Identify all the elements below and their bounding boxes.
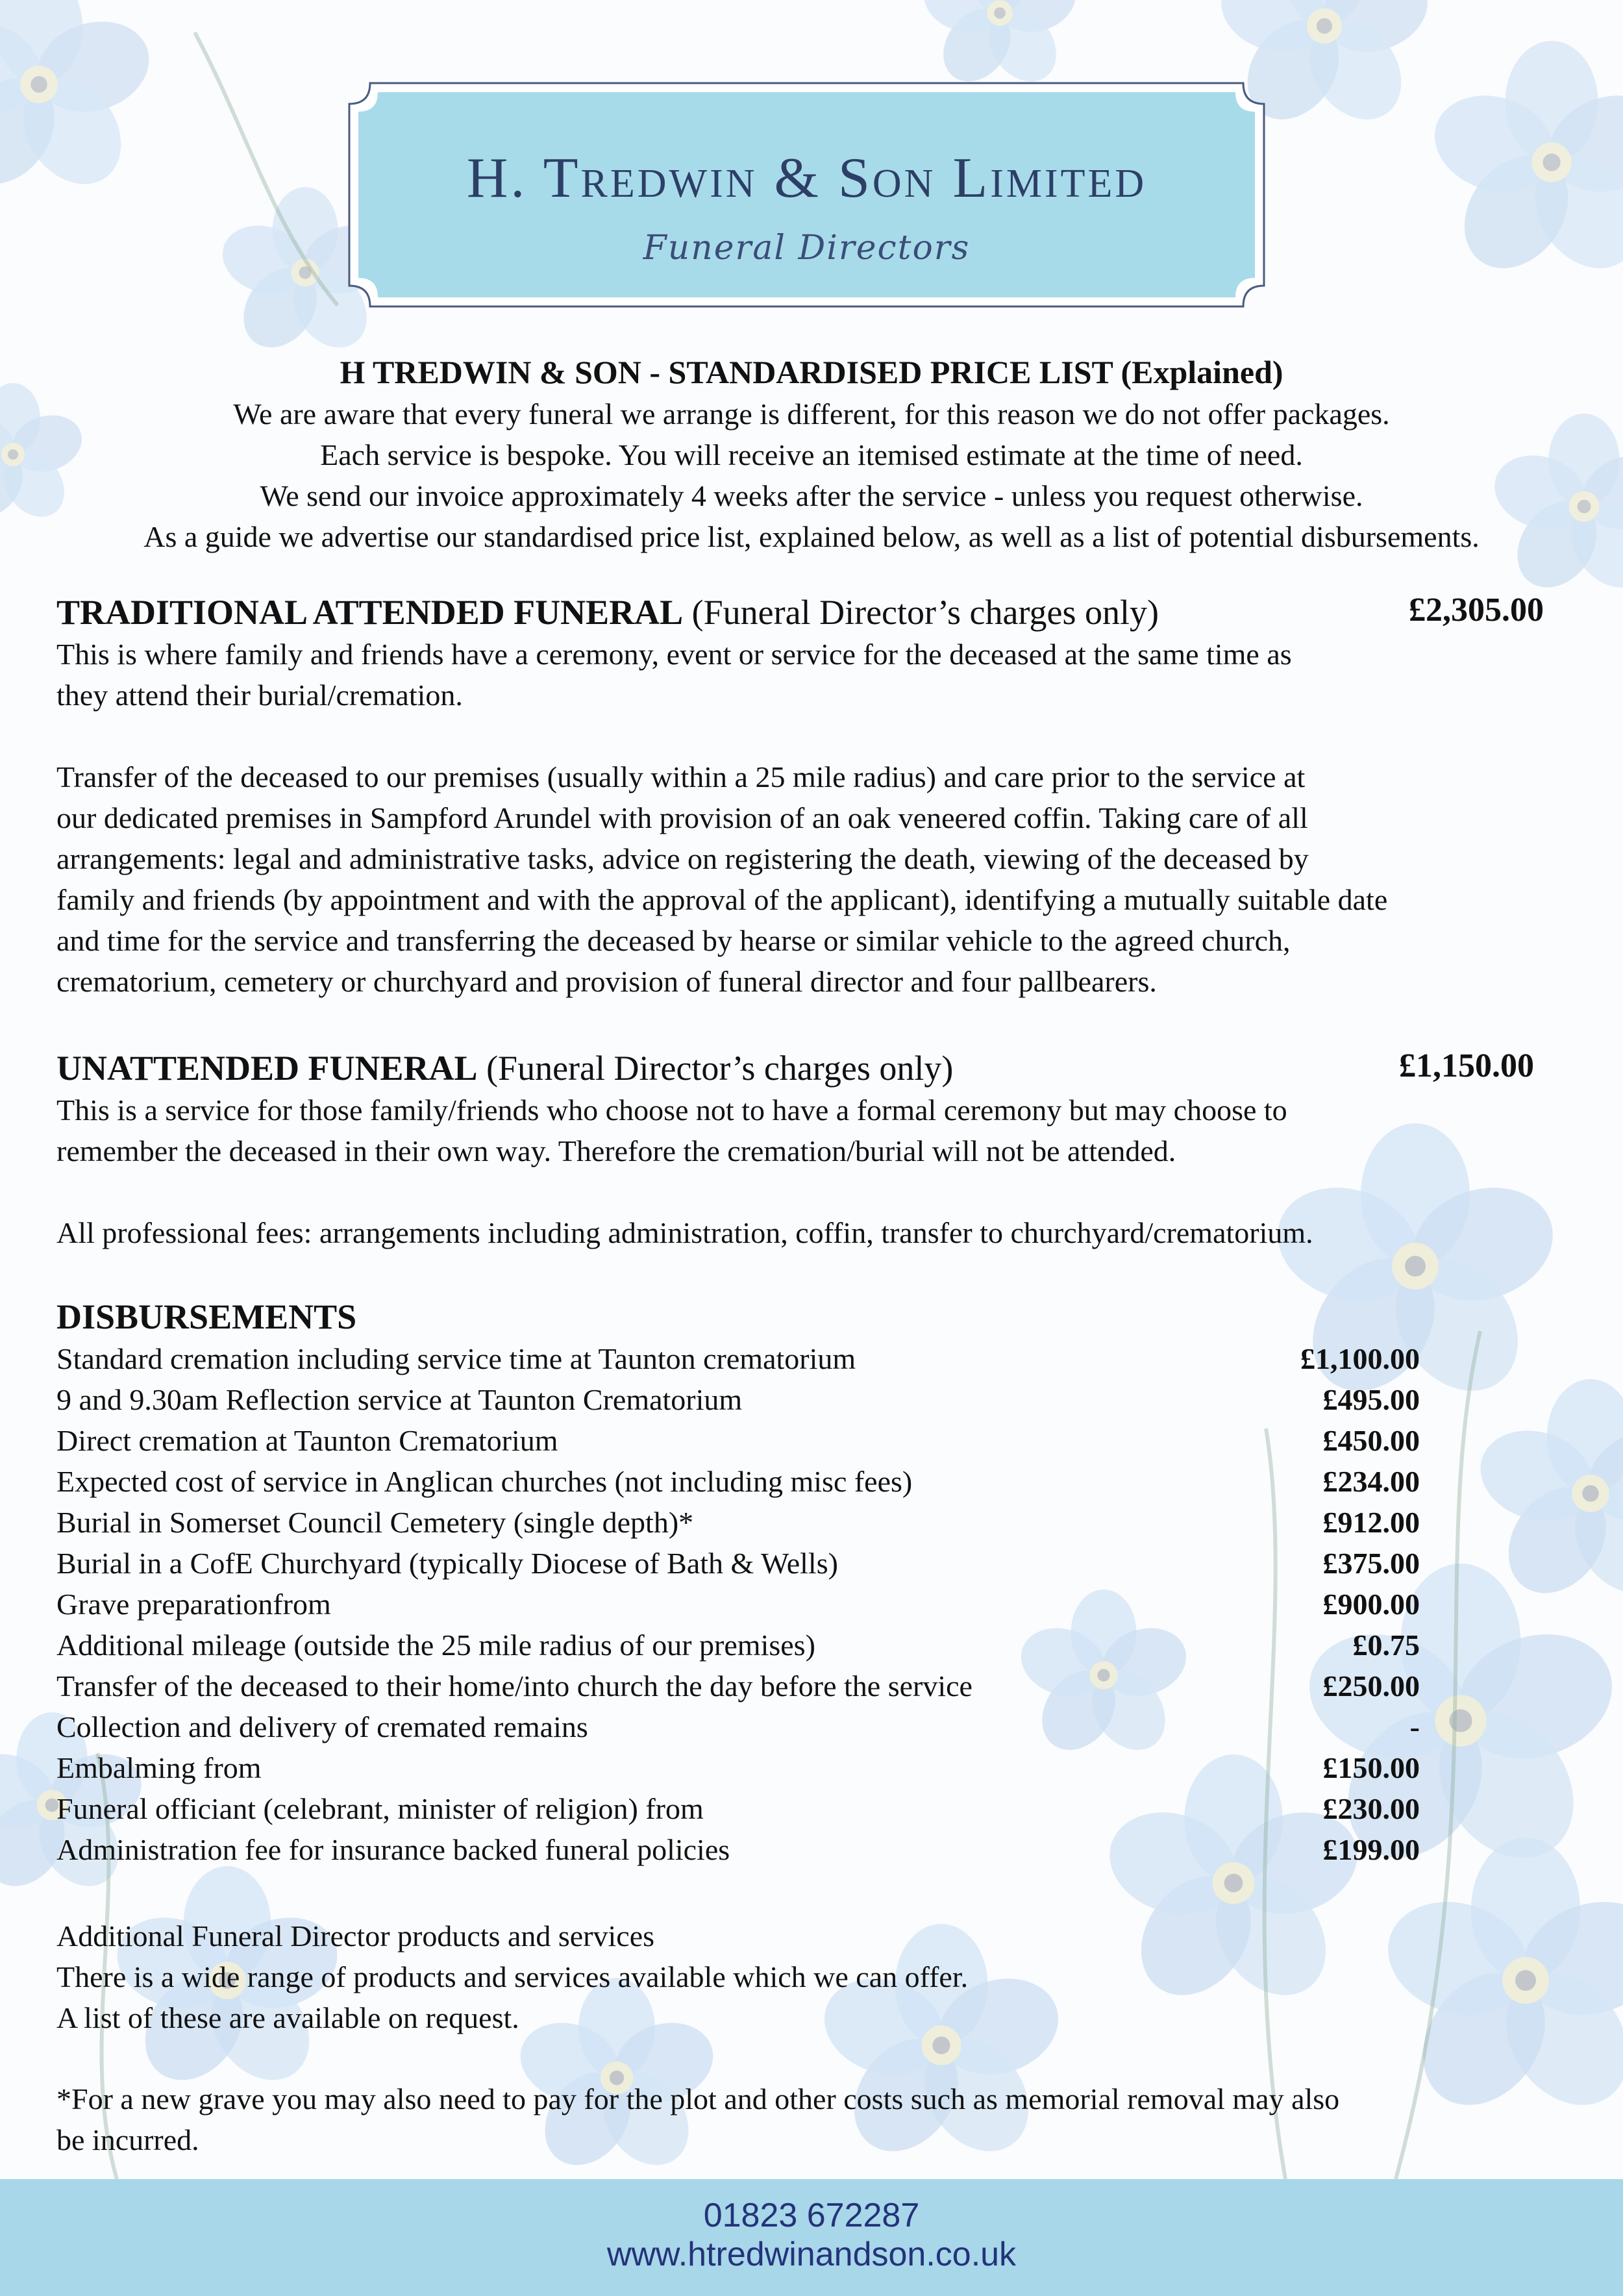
text-line: family and friends (by appointment and with the approval of the applicant), identifying a mutually suitable date: [56, 883, 1388, 916]
unattended-details: All professional fees: arrangements including administration, coffin, transfer to churchyard/crematorium.: [56, 1216, 1313, 1249]
disbursement-row: [56, 1666, 1420, 1706]
intro-line: We are aware that every funeral we arrange is different, for this reason we do not offer packages.: [233, 397, 1390, 430]
unattended-qualifier: (Funeral Director’s charges only): [486, 1049, 954, 1088]
disbursement-row: [56, 1584, 1420, 1625]
traditional-qualifier: (Funeral Director’s charges only): [691, 593, 1159, 632]
disbursement-label: Expected cost of service in Anglican churches (not including misc fees): [56, 1465, 913, 1498]
additional-services: [56, 1915, 1589, 2038]
traditional-description: [56, 634, 1589, 716]
disbursement-amount: £900.00: [1322, 1588, 1420, 1621]
disbursement-row: [56, 1338, 1420, 1379]
disbursement-label: Direct cremation at Taunton Crematorium: [56, 1424, 558, 1457]
website-link[interactable]: www.htredwinandson.co.uk: [606, 2236, 1017, 2273]
text-line: This is a service for those family/friends who choose not to have a formal ceremony but may choose to: [56, 1093, 1287, 1127]
text-line: remember the deceased in their own way. Therefore the cremation/burial will not be attended.: [56, 1134, 1176, 1167]
disbursement-row: [56, 1420, 1420, 1461]
disbursement-label: Funeral officiant (celebrant, minister of religion) from: [56, 1792, 704, 1825]
disbursement-amount: £450.00: [1322, 1424, 1420, 1457]
disbursement-label: Collection and delivery of cremated remains: [56, 1710, 588, 1743]
text-line: crematorium, cemetery or churchyard and provision of funeral director and four pallbearers.: [56, 965, 1157, 998]
text-line: There is a wide range of products and services available which we can offer.: [56, 1960, 969, 1993]
text-line: our dedicated premises in Sampford Arundel with provision of an oak veneered coffin. Taking care of all: [56, 801, 1308, 834]
text-line: they attend their burial/cremation.: [56, 679, 463, 712]
disbursement-label: 9 and 9.30am Reflection service at Taunton Crematorium: [56, 1383, 743, 1416]
disbursement-row: [56, 1747, 1420, 1788]
traditional-price: £2,305.00: [1409, 592, 1544, 629]
disbursement-row: [56, 1461, 1420, 1502]
disbursement-amount: £199.00: [1322, 1833, 1420, 1866]
disbursement-label: Transfer of the deceased to their home/into church the day before the service: [56, 1669, 973, 1703]
text-line: and time for the service and transferring the deceased by hearse or similar vehicle to the agreed church,: [56, 924, 1291, 957]
disbursement-label: Burial in Somerset Council Cemetery (single depth)*: [56, 1506, 694, 1539]
unattended-heading: [56, 1047, 953, 1090]
disbursement-amount: £230.00: [1322, 1792, 1420, 1825]
intro-line: Each service is bespoke. You will receive an itemised estimate at the time of need.: [320, 438, 1303, 471]
disbursement-amount: -: [1409, 1710, 1420, 1743]
disbursement-amount: £912.00: [1322, 1506, 1420, 1539]
disbursement-amount: £1,100.00: [1300, 1342, 1420, 1375]
disbursement-amount: £495.00: [1322, 1383, 1420, 1416]
disbursement-label: Grave preparationfrom: [56, 1588, 331, 1621]
text-line: be incurred.: [56, 2123, 199, 2156]
text-line: Transfer of the deceased to our premises (usually within a 25 mile radius) and care prior to the service at: [56, 760, 1306, 793]
disbursement-row: [56, 1379, 1420, 1420]
unattended-title: UNATTENDED FUNERAL: [56, 1049, 478, 1088]
disbursement-amount: £234.00: [1322, 1465, 1420, 1498]
disbursement-amount: £150.00: [1322, 1751, 1420, 1784]
disbursement-row: [56, 1625, 1420, 1666]
company-subtitle: Funeral Directors: [643, 229, 971, 268]
traditional-details: [56, 756, 1589, 1002]
footnote: [56, 2078, 1589, 2160]
intro-block: [39, 351, 1584, 557]
disbursement-amount: £250.00: [1322, 1669, 1420, 1703]
footer-bar: [0, 2179, 1623, 2296]
disbursement-label: Burial in a CofE Churchyard (typically Diocese of Bath & Wells): [56, 1547, 838, 1580]
intro-line: As a guide we advertise our standardised price list, explained below, as well as a list of potential disbursements.: [143, 520, 1480, 553]
price-list-title: H TREDWIN & SON - STANDARDISED PRICE LIST (Explained): [340, 354, 1283, 390]
disbursements-title: DISBURSEMENTS: [56, 1297, 357, 1336]
disbursement-label: Additional mileage (outside the 25 mile radius of our premises): [56, 1628, 815, 1662]
disbursement-row: [56, 1829, 1420, 1870]
disbursement-label: Administration fee for insurance backed funeral policies: [56, 1833, 730, 1866]
unattended-description: [56, 1090, 1589, 1171]
disbursement-row: [56, 1543, 1420, 1584]
text-line: A list of these are available on request.: [56, 2001, 519, 2034]
disbursement-label: Standard cremation including service time at Taunton crematorium: [56, 1342, 856, 1375]
disbursement-label: Embalming from: [56, 1751, 262, 1784]
disbursement-row: [56, 1502, 1420, 1543]
disbursement-row: [56, 1788, 1420, 1829]
disbursements-table: [56, 1338, 1420, 1870]
text-line: Additional Funeral Director products and services: [56, 1919, 655, 1953]
disbursement-amount: £0.75: [1352, 1628, 1420, 1662]
text-line: This is where family and friends have a ceremony, event or service for the deceased at the same time as: [56, 638, 1292, 671]
traditional-title: TRADITIONAL ATTENDED FUNERAL: [56, 593, 684, 632]
intro-line: We send our invoice approximately 4 weeks after the service - unless you request otherwise.: [260, 479, 1363, 512]
unattended-price: £1,150.00: [1399, 1047, 1534, 1084]
company-name: H. Tredwin & Son Limited: [466, 147, 1147, 210]
header-banner: [344, 78, 1269, 312]
phone-number[interactable]: 01823 672287: [703, 2197, 920, 2234]
disbursement-row: [56, 1706, 1420, 1747]
text-line: *For a new grave you may also need to pay for the plot and other costs such as memorial removal may also: [56, 2082, 1340, 2115]
traditional-heading: [56, 591, 1159, 634]
disbursement-amount: £375.00: [1322, 1547, 1420, 1580]
text-line: arrangements: legal and administrative tasks, advice on registering the death, viewing of the deceased by: [56, 842, 1309, 875]
